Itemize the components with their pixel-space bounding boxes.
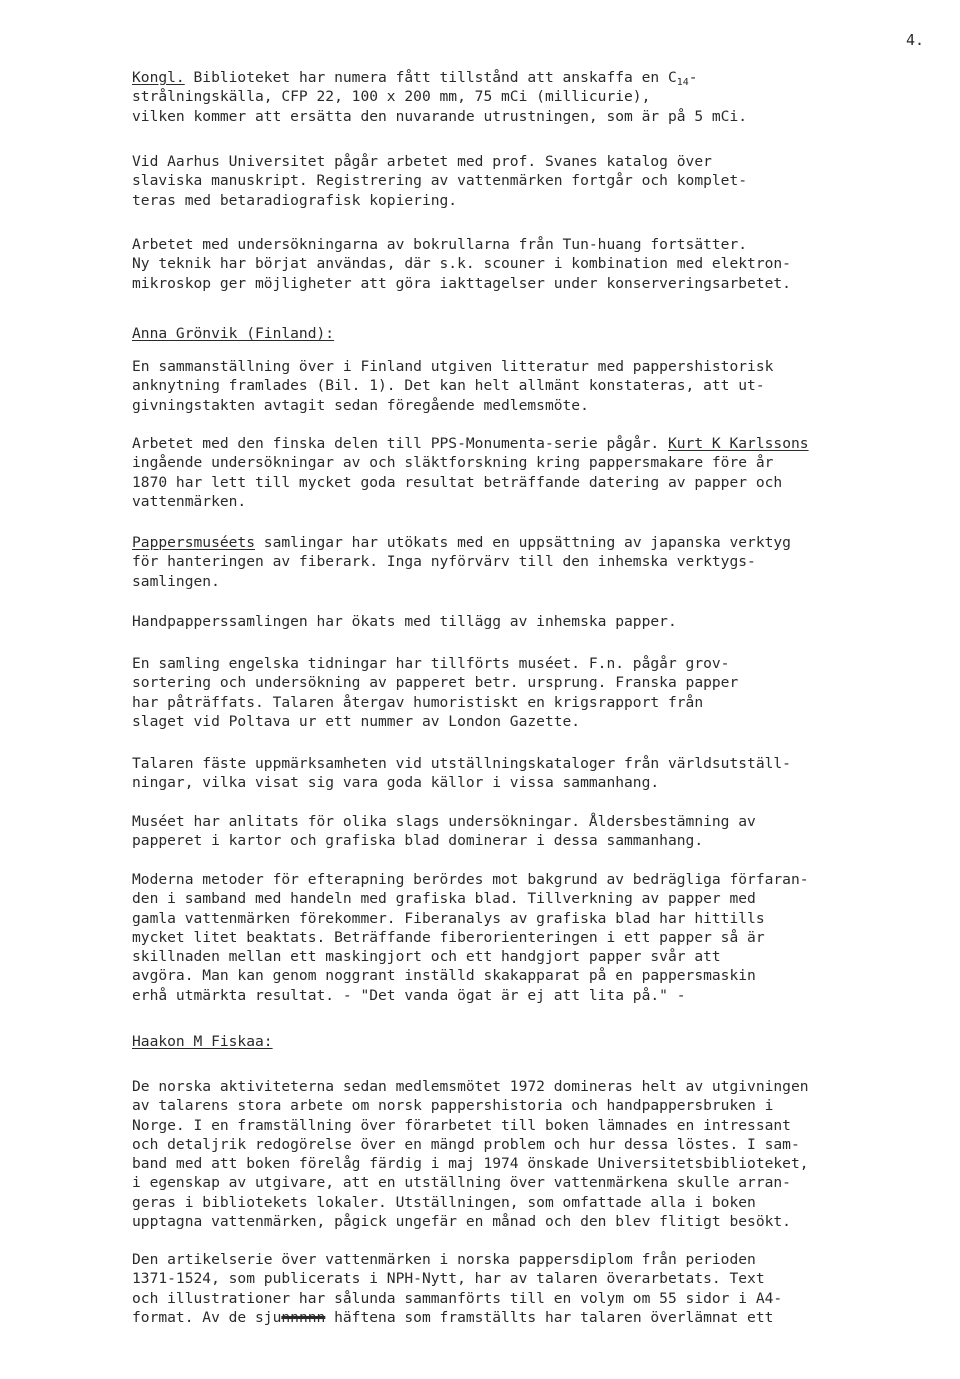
line-text: geras i bibliotekets lokaler. Utställningen, som omfattade alla i boken bbox=[132, 1193, 756, 1211]
line-text: strålningskälla, CFP 22, 100 x 200 mm, 75 mCi (millicurie), bbox=[132, 88, 651, 106]
text-line bbox=[132, 1096, 932, 1115]
line-text: i egenskap av utgivare, att en utställning över vattenmärkena skulle arran- bbox=[132, 1174, 791, 1192]
line-text: anknytning framlades (Bil. 1). Det kan helt allmänt konstateras, att ut- bbox=[132, 377, 765, 395]
paragraph-finland-7 bbox=[132, 812, 932, 851]
line-text: 1870 har lett till mycket goda resultat beträffande datering av papper och bbox=[132, 473, 783, 491]
text-line bbox=[132, 754, 932, 773]
text-line bbox=[132, 986, 932, 1005]
text-line bbox=[132, 87, 932, 106]
underlined-text: Kongl. bbox=[132, 69, 185, 86]
text-line bbox=[132, 191, 932, 210]
section-heading bbox=[132, 324, 932, 343]
text-line bbox=[132, 1250, 932, 1269]
text-line bbox=[132, 1269, 932, 1288]
paragraph-norge-2 bbox=[132, 1250, 932, 1327]
line-text: En samling engelska tidningar har tillförts muséet. F.n. pågår grov- bbox=[132, 655, 730, 672]
line-text: Arbetet med undersökningarna av bokrullarna från Tun-huang fortsätter. bbox=[132, 236, 748, 253]
text-line bbox=[132, 572, 932, 591]
line-text: vattenmärken. bbox=[132, 492, 247, 510]
line-text: Arbetet med den finska delen till PPS-Monumenta-serie pågår. bbox=[132, 435, 668, 452]
line-text: och detaljrik redogörelse över en mängd problem och hur dessa löstes. I sam- bbox=[132, 1135, 800, 1153]
paragraph-finland-4 bbox=[132, 612, 932, 631]
line-text: mikroskop ger möjligheter att göra iakttagelser under konserveringsarbetet. bbox=[132, 274, 791, 292]
paragraph-finland-2 bbox=[132, 434, 932, 511]
line-text: ningar, vilka visat sig vara goda källor i vissa sammanhang. bbox=[132, 774, 660, 792]
underlined-text: Pappersmuséets bbox=[132, 534, 256, 551]
page-number: 4. bbox=[906, 31, 925, 49]
line-text: Den artikelserie över vattenmärken i norska pappersdiplom från perioden bbox=[132, 1251, 756, 1268]
line-text: De norska aktiviteterna sedan medlemsmötet 1972 domineras helt av utgivningen bbox=[132, 1078, 809, 1095]
line-text: 1371-1524, som publicerats i NPH-Nytt, har av talaren överarbetats. Text bbox=[132, 1270, 765, 1288]
line-text: Muséet har anlitats för olika slags undersökningar. Åldersbestämning av bbox=[132, 813, 756, 830]
text-line bbox=[132, 889, 932, 908]
text-line bbox=[132, 1308, 932, 1327]
text-line bbox=[132, 812, 932, 831]
text-line bbox=[132, 1193, 932, 1212]
line-text: av talarens stora arbete om norsk pappershistoria och handpappersbruken i bbox=[132, 1097, 774, 1115]
paragraph-aarhus bbox=[132, 152, 932, 210]
paragraph-kongl-1 bbox=[132, 68, 932, 126]
line-text: format. Av de sju bbox=[132, 1308, 282, 1326]
line-text: Vid Aarhus Universitet pågår arbetet med prof. Svanes katalog över bbox=[132, 153, 712, 170]
line-text: erhå utmärkta resultat. - "Det vanda ögat är ej att lita på." - bbox=[132, 986, 686, 1004]
line-text-tail: häftena som framställts har talaren överlämnat ett bbox=[325, 1308, 774, 1326]
line-text: sortering och undersökning av papperet betr. ursprung. Franska papper bbox=[132, 674, 739, 692]
text-line bbox=[132, 376, 932, 395]
line-text: avgöra. Man kan genom noggrant inställd skakapparat på en pappersmaskin bbox=[132, 967, 756, 985]
text-line bbox=[132, 673, 932, 692]
line-text: En sammanställning över i Finland utgiven litteratur med pappershistorisk bbox=[132, 358, 774, 375]
text-line bbox=[132, 1154, 932, 1173]
subscript-text: 14 bbox=[676, 77, 689, 88]
line-text: vilken kommer att ersätta den nuvarande utrustningen, som är på 5 mCi. bbox=[132, 107, 748, 125]
text-line bbox=[132, 773, 932, 792]
text-line bbox=[132, 171, 932, 190]
text-line bbox=[132, 1173, 932, 1192]
underlined-text: Kurt K Karlssons bbox=[667, 435, 809, 452]
line-text: Ny teknik har börjat användas, där s.k. scouner i kombination med elektron- bbox=[132, 255, 791, 273]
text-line bbox=[132, 1116, 932, 1135]
line-text: för hanteringen av fiberark. Inga nyförvärv till den inhemska verktygs- bbox=[132, 553, 756, 571]
text-line bbox=[132, 654, 932, 673]
text-line bbox=[132, 68, 932, 87]
line-text: gamla vattenmärken förekommer. Fiberanalys av grafiska blad har hittills bbox=[132, 909, 765, 927]
line-text: Biblioteket har numera fått tillstånd att anskaffa en C bbox=[184, 69, 677, 86]
text-line bbox=[132, 612, 932, 631]
text-line bbox=[132, 870, 932, 889]
line-text: och illustrationer har sålunda sammanförts till en volym om 55 sidor i A4- bbox=[132, 1289, 783, 1307]
line-text: den i samband med handeln med grafiska blad. Tillverkning av papper med bbox=[132, 890, 756, 908]
text-line bbox=[132, 552, 932, 571]
text-line bbox=[132, 1212, 932, 1231]
text-line bbox=[132, 712, 932, 731]
line-text: teras med betaradiografisk kopiering. bbox=[132, 191, 458, 209]
text-line bbox=[132, 831, 932, 850]
line-text: Norge. I en framställning över förarbetet till boken lämnades en intressant bbox=[132, 1116, 791, 1134]
text-line bbox=[132, 492, 932, 511]
paragraph-finland-5 bbox=[132, 654, 932, 731]
text-line bbox=[132, 357, 932, 376]
line-text: samlingen. bbox=[132, 572, 220, 590]
text-line bbox=[132, 453, 932, 472]
text-line bbox=[132, 152, 932, 171]
text-line bbox=[132, 473, 932, 492]
text-line bbox=[132, 928, 932, 947]
paragraph-finland-3 bbox=[132, 533, 932, 591]
text-line bbox=[132, 396, 932, 415]
text-line bbox=[132, 274, 932, 293]
line-text: samlingar har utökats med en uppsättning av japanska verktyg bbox=[255, 534, 791, 551]
text-line bbox=[132, 434, 932, 453]
paragraph-norge-1 bbox=[132, 1077, 932, 1231]
line-text: mycket litet beaktats. Beträffande fiberorienteringen i ett papper så är bbox=[132, 928, 765, 946]
line-text: givningstakten avtagit sedan föregående medlemsmöte. bbox=[132, 396, 589, 414]
struck-text: nnnnn bbox=[281, 1308, 326, 1326]
line-text: papperet i kartor och grafiska blad dominerar i dessa sammanhang. bbox=[132, 832, 704, 850]
text-line bbox=[132, 254, 932, 273]
text-line bbox=[132, 966, 932, 985]
paragraph-tun-huang bbox=[132, 235, 932, 293]
text-line bbox=[132, 693, 932, 712]
line-text-tail: - bbox=[688, 69, 698, 86]
line-text: slaget vid Poltava ur ett nummer av London Gazette. bbox=[132, 712, 581, 730]
line-text: Handpapperssamlingen har ökats med tillägg av inhemska papper. bbox=[132, 613, 677, 630]
text-line bbox=[132, 107, 932, 126]
text-line bbox=[132, 533, 932, 552]
line-text: har påträffats. Talaren återgav humoristiskt en krigsrapport från bbox=[132, 693, 704, 711]
line-text: Talaren fäste uppmärksamheten vid utställningskataloger från världsutställ- bbox=[132, 755, 791, 772]
line-text: skillnaden mellan ett maskingjort och ett handgjort papper svår att bbox=[132, 948, 721, 966]
line-text: band med att boken förelåg färdig i maj 1974 önskade Universitetsbiblioteket, bbox=[132, 1155, 809, 1173]
section-heading bbox=[132, 1032, 932, 1051]
text-line bbox=[132, 1289, 932, 1308]
text-line bbox=[132, 235, 932, 254]
paragraph-finland-8 bbox=[132, 870, 932, 1005]
section-heading-text: Anna Grönvik (Finland): bbox=[132, 325, 335, 342]
line-text: upptagna vattenmärken, pågick ungefär en månad och den blev flitigt besökt. bbox=[132, 1213, 791, 1231]
section-heading-text: Haakon M Fiskaa: bbox=[132, 1033, 273, 1050]
line-text: Moderna metoder för efterapning berördes mot bakgrund av bedrägliga förfaran- bbox=[132, 871, 809, 888]
text-line bbox=[132, 1135, 932, 1154]
text-line bbox=[132, 947, 932, 966]
text-line bbox=[132, 909, 932, 928]
paragraph-finland-1 bbox=[132, 357, 932, 415]
text-line bbox=[132, 1077, 932, 1096]
line-text: slaviska manuskript. Registrering av vattenmärken fortgår och komplet- bbox=[132, 172, 748, 190]
paragraph-finland-6 bbox=[132, 754, 932, 793]
line-text: ingående undersökningar av och släktforskning kring pappersmakare före år bbox=[132, 454, 774, 472]
